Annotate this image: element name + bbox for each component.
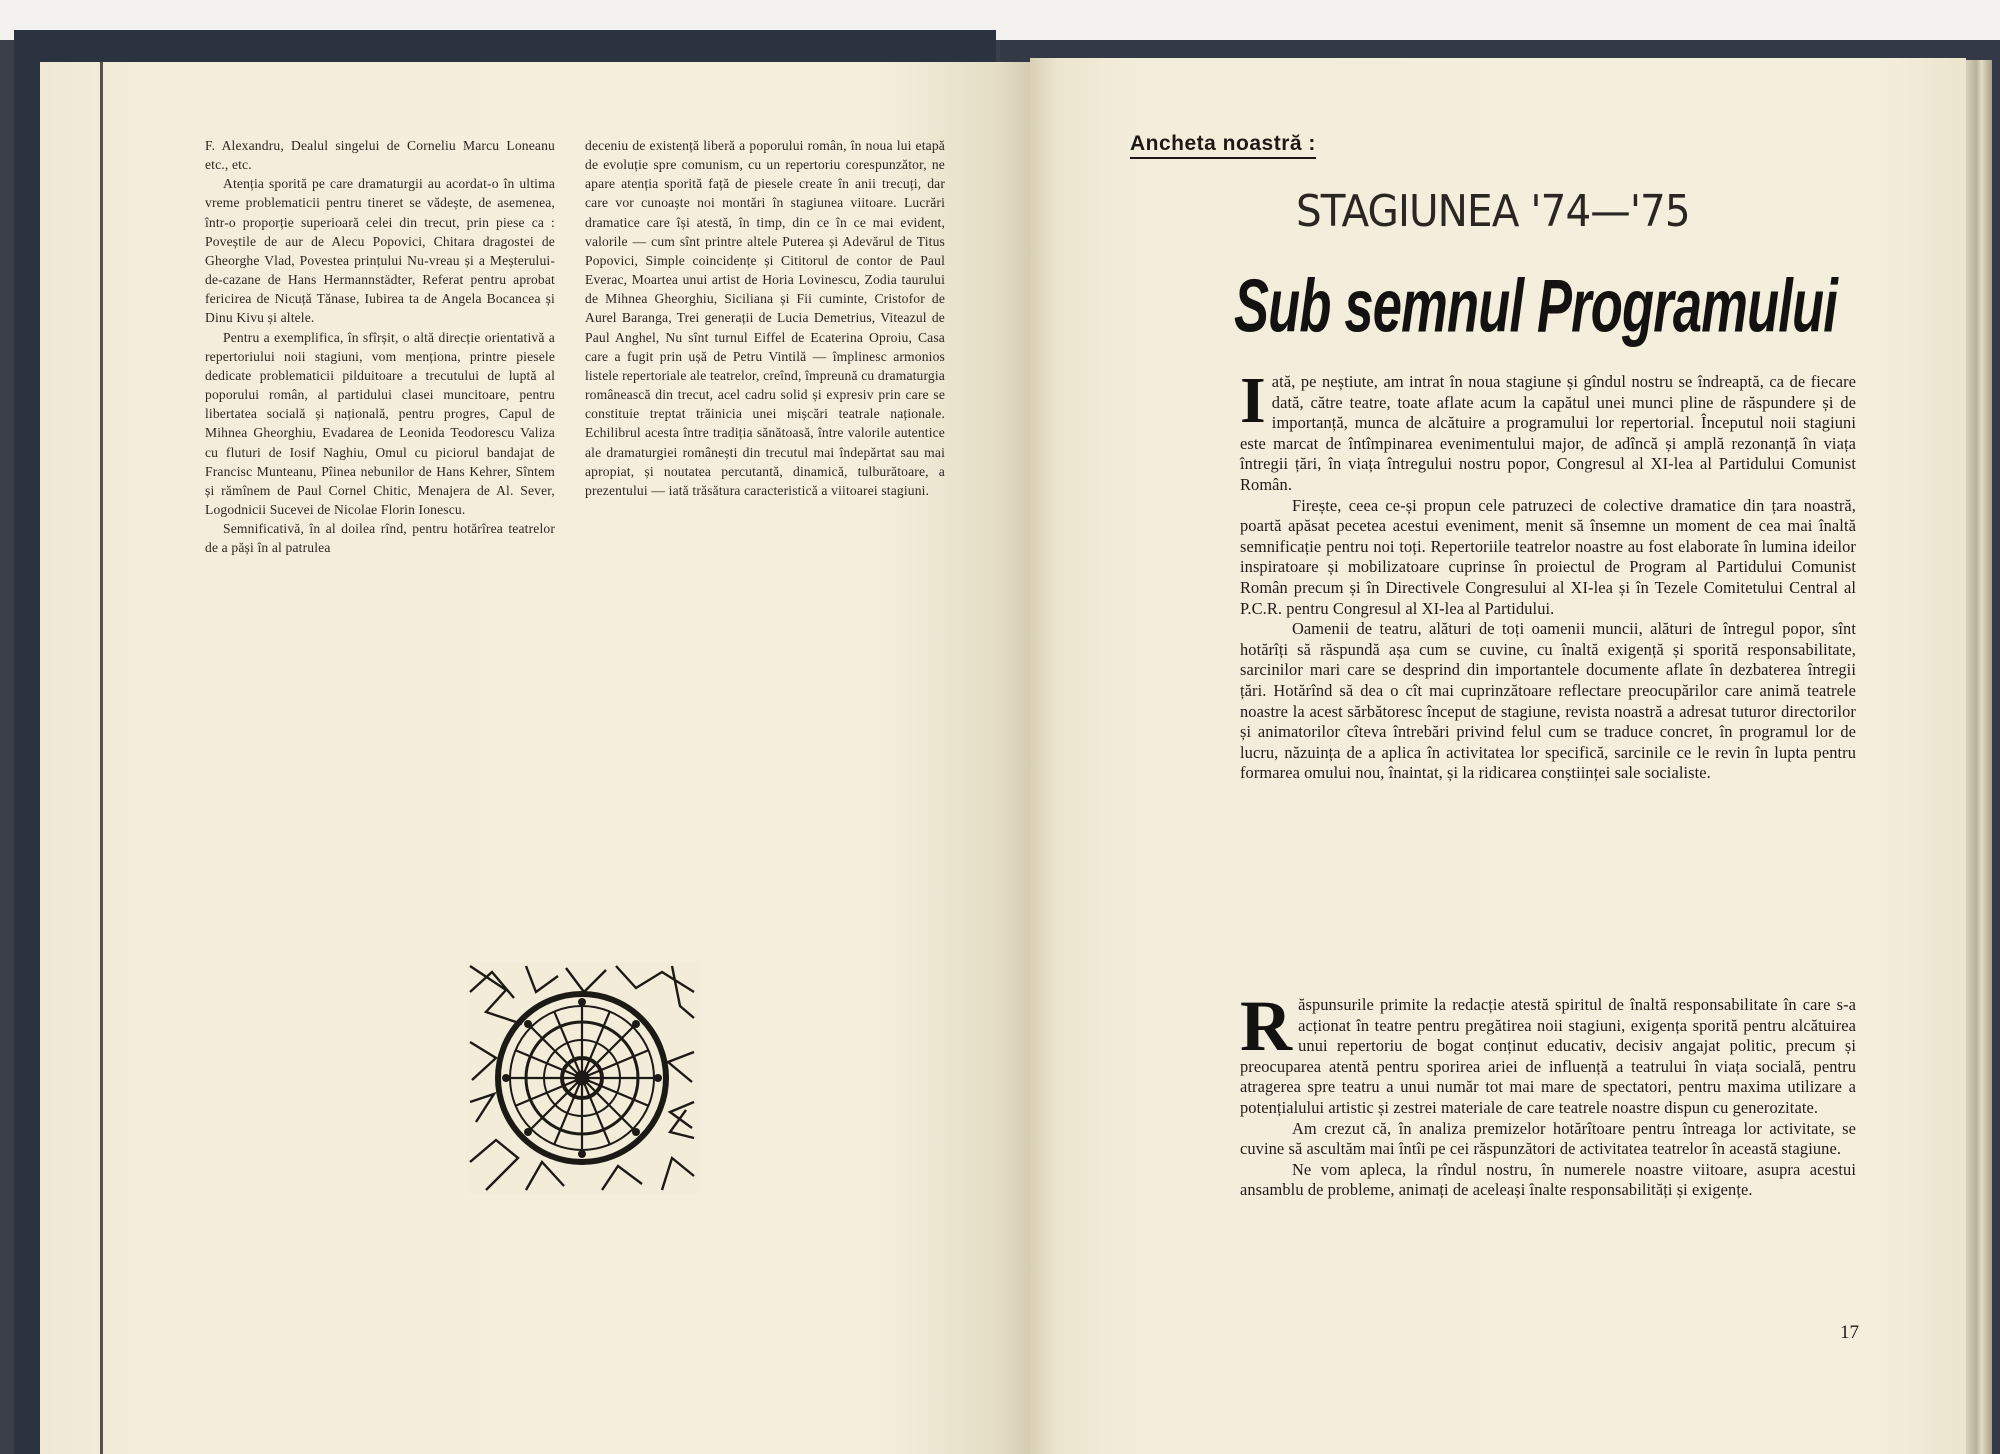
season-title: STAGIUNEA '74—'75 — [1296, 186, 1690, 237]
left-page-spine-line — [100, 62, 103, 1454]
paragraph: Semnificativă, în al doilea rînd, pentru hotărîrea teatrelor de a păși în al patrulea — [205, 521, 555, 556]
paragraph: ăspunsurile primite la redacție atestă spiritul de înaltă responsabilitate în care s-a acționat în teatre pentru pregătirea noii stagiuni, exigența sporită pentru alcătuirea unui repertoriu de bogat conținut educativ, decisiv angajat politic, precum și preocuparea atentă pentru sporirea ariei de influență a teatrului în viața socială, pentru atragerea spre teatru a unui număr tot mai mare de spectatori, pentru maxima utilizare a potențialului artistic și zestrei materiale de care teatrele noastre dispun cu generozitate. — [1240, 995, 1856, 1117]
left-column-1 — [205, 136, 555, 557]
drop-cap: R — [1240, 986, 1293, 1066]
paragraph: Am crezut că, în analiza premizelor hotărîtoare pentru întreaga lor activitate, se cuvine să ascultăm mai întîi pe cei răspunzători de activitatea teatrelor în această stagiune. — [1240, 1118, 1856, 1159]
paragraph: ată, pe neștiute, am intrat în noua stagiune și gîndul nostru se îndreaptă, ca de fiecare dată, către teatre, toate aflate acum la capătul unei munci pline de răspundere și de importanță, munca de alcătuire a programului lor repertorial. Începutul noii stagiuni este marcat de întîmpinarea evenimentului major, de adîncă și amplă rezonanță în viața întregii țări, în viața întregului nostru popor, Congresul al XI-lea al Partidului Comunist Român. — [1240, 372, 1856, 494]
section-kicker: Ancheta noastră : — [1130, 132, 1316, 159]
article-headline: Sub semnul Programului — [1234, 263, 1838, 349]
paragraph: Oamenii de teatru, alături de toți oamenii muncii, alături de întregul popor, sînt hotărîți să răspundă așa cum se cuvine, cu înaltă exigență și sporită responsabilitate, sarcinilor mari care se desprind din importantele documente aflate în dezbaterea întregii țări. Hotărînd să dea o cît mai cuprinzătoare reflectare preocupărilor care animă teatrele noastre la acest sărbătoresc început de stagiune, revista noastră a adresat tuturor directorilor și animatorilor cîteva întrebări privind felul cum se traduce concret, în programul lor de lucru, năzuința de a aplica în activitatea lor specifică, sarcinile ce le revin în lupta pentru formarea omului nou, înaintat, și la ridicarea conștiinței sale socialiste. — [1240, 619, 1856, 783]
paragraph: Ne vom apleca, la rîndul nostru, în numerele noastre viitoare, asupra acestui ansamblu de probleme, animați de aceleași înalte responsabilități și exigențe. — [1240, 1159, 1856, 1200]
paragraph: Pentru a exemplifica, în sfîrșit, o altă direcție orientativă a repertoriului noii stagiuni, vom menționa, printre piesele dedicate problematicii pilduitoare a trecutului de luptă al poporului român, al partidului clasei muncitoare, pentru libertatea socială și națională, pentru progres, Capul de Mihnea Gheorghiu, Evadarea de Leonida Teodorescu Valiza cu fluturi de Iosif Naghiu, Omul cu piciorul bandajat de Francisc Munteanu, Pîinea nebunilor de Hans Kehrer, Sîntem și rămînem de Paul Cornel Chitic, Menajera de Al. Sever, Logodnicii Sucevei de Nicolae Florin Ionescu. — [205, 329, 555, 517]
page-number: 17 — [1840, 1322, 1859, 1343]
article-section-1 — [1240, 364, 1856, 784]
left-column-2 — [585, 136, 945, 500]
page-edges — [1966, 60, 1992, 1454]
drop-cap: I — [1240, 364, 1266, 437]
paragraph: deceniu de existență liberă a poporului român, în noua lui etapă de evoluție spre comunism, cu un repertoriu corespunzător, ne apare atenția sporită față de piesele create în anii trecuți, dar care vor cunoaște noi montări în stagiunea viitoare. Lucrări dramatice care își atestă, în timp, din ce în ce mai evident, valorile — cum sînt printre altele Puterea și Adevărul de Titus Popovici, Simple coincidențe și Cititorul de contor de Paul Everac, Moartea unui artist de Horia Lovinescu, Zodia taurului de Mihnea Gheorghiu, Siciliana și Fii cuminte, Cristofor de Aurel Baranga, Trei generații de Lucia Demetrius, Viteazul de Paul Anghel, Nu sînt turnul Eiffel de Ecaterina Oproiu, Casa care a fugit prin ușă de Petru Vintilă — împlinesc armonios listele repertoriale ale teatrelor, creînd, împreună cu dramaturgia românească din trecut, acel cadru solid și expresiv prin care se constituie treptat trăinicia unei mișcări teatrale naționale. Echilibrul acesta între tradiția sănătoasă, între valorile autentice ale dramaturgiei românești din trecutul mai îndepărtat sau mai apropiat, și noutatea percutantă, dinamică, tulburătoare, a prezentului — iată trăsătura caracteristică a viitoarei stagiuni. — [585, 138, 945, 498]
paragraph: F. Alexandru, Dealul singelui de Corneliu Marcu Loneanu etc., etc. — [205, 138, 555, 173]
rosette-ornament-icon — [466, 962, 698, 1194]
paragraph: Atenția sporită pe care dramaturgii au acordat-o în ultima vreme problematicii pentru tineret se vădește, de asemenea, într-o proporție superioară celei din trecut, prin piese ca : Poveștile de aur de Alecu Popovici, Chitara dragostei de Gheorghe Vlad, Povestea prințului Nu-vreau și a Meșterului-de-cazane de Hans Hermannstädter, Referat pentru aprobat fericirea de Nicuță Tănase, Iubirea ta de Angela Bocancea și Dinu Kivu și altele. — [205, 176, 555, 326]
article-section-2 — [1240, 986, 1856, 1201]
paragraph: Firește, ceea ce-și propun cele patruzeci de colective dramatice din țara noastră, poartă apăsat pecetea acestui eveniment, menit să însemne un moment de cea mai înaltă semnificație pentru noi toți. Repertoriile teatrelor noastre au fost elaborate în lumina ideilor inspiratoare și mobilizatoare cuprinse în proiectul de Program al Partidului Comunist Român precum și în Directivele Congresului al XI-lea și în Tezele Comitetului Central al P.C.R. pentru Congresul al XI-lea al Partidului. — [1240, 495, 1856, 618]
